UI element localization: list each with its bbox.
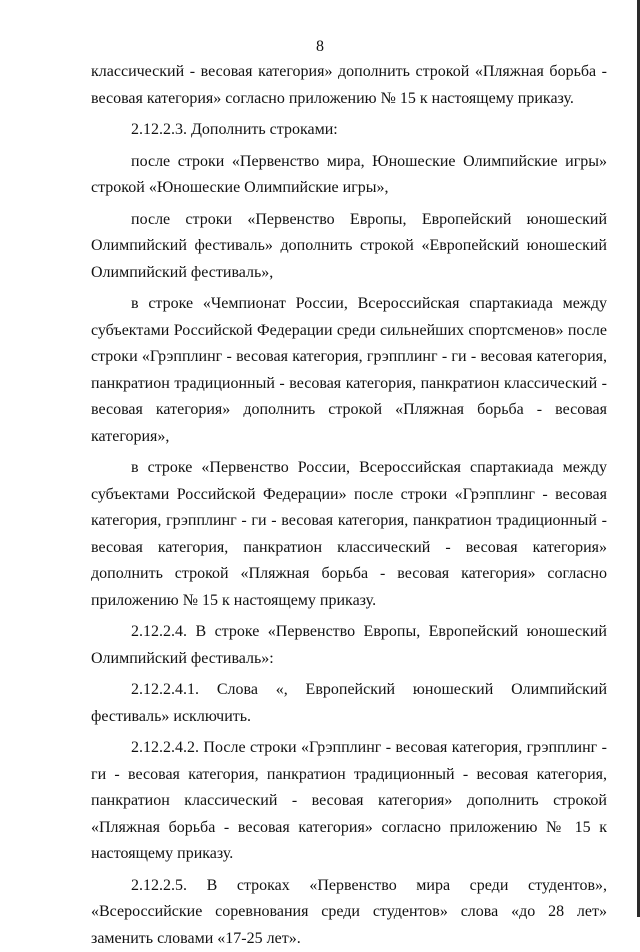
paragraph-2-12-2-3: 2.12.2.3. Дополнить строками: xyxy=(91,117,607,144)
paragraph-continuation: классический - весовая категория» дополнить строкой «Пляжная борьба - весовая категория» согласно приложению № 15 к настоящему приказу. xyxy=(91,59,607,112)
paragraph-russian-championship: в строке «Чемпионат России, Всероссийская спартакиада между субъектами Российской Федерации среди сильнейших спортсменов» после строки «Грэпплинг - весовая категория, грэпплинг - ги - весовая категория, панкратион традиционный - весовая категория, панкратион классический - весовая категория» дополнить строкой «Пляжная борьба - весовая категория», xyxy=(91,291,607,450)
paragraph-russian-youth-championship: в строке «Первенство России, Всероссийская спартакиада между субъектами Российской Федерации» после строки «Грэпплинг - весовая категория, грэпплинг - ги - весовая категория, панкратион традиционный - весовая категория, панкратион классический - весовая категория» дополнить строкой «Пляжная борьба - весовая категория» согласно приложению № 15 к настоящему приказу. xyxy=(91,455,607,614)
paragraph-2-12-2-4-1: 2.12.2.4.1. Слова «, Европейский юношеский Олимпийский фестиваль» исключить. xyxy=(91,677,607,730)
paragraph-2-12-2-4-2: 2.12.2.4.2. После строки «Грэпплинг - весовая категория, грэпплинг - ги - весовая категория, панкратион традиционный - весовая категория, панкратион классический - весовая категория» дополнить строкой «Пляжная борьба - весовая категория» согласно приложению № 15 к настоящему приказу. xyxy=(91,735,607,868)
paragraph-2-12-2-4: 2.12.2.4. В строке «Первенство Европы, Европейский юношеский Олимпийский фестиваль»: xyxy=(91,619,607,672)
paragraph-after-european-youth-festival: после строки «Первенство Европы, Европейский юношеский Олимпийский фестиваль» дополнить строкой «Европейский юношеский Олимпийский фестиваль», xyxy=(91,207,607,287)
page-number: 8 xyxy=(0,38,640,56)
document-body xyxy=(91,59,607,952)
paragraph-2-12-2-5: 2.12.2.5. В строках «Первенство мира среди студентов», «Всероссийские соревнования среди студентов» слова «до 28 лет» заменить словами «17-25 лет». xyxy=(91,873,607,952)
paragraph-after-youth-olympic-games: после строки «Первенство мира, Юношеские Олимпийские игры» строкой «Юношеские Олимпийские игры», xyxy=(91,149,607,202)
